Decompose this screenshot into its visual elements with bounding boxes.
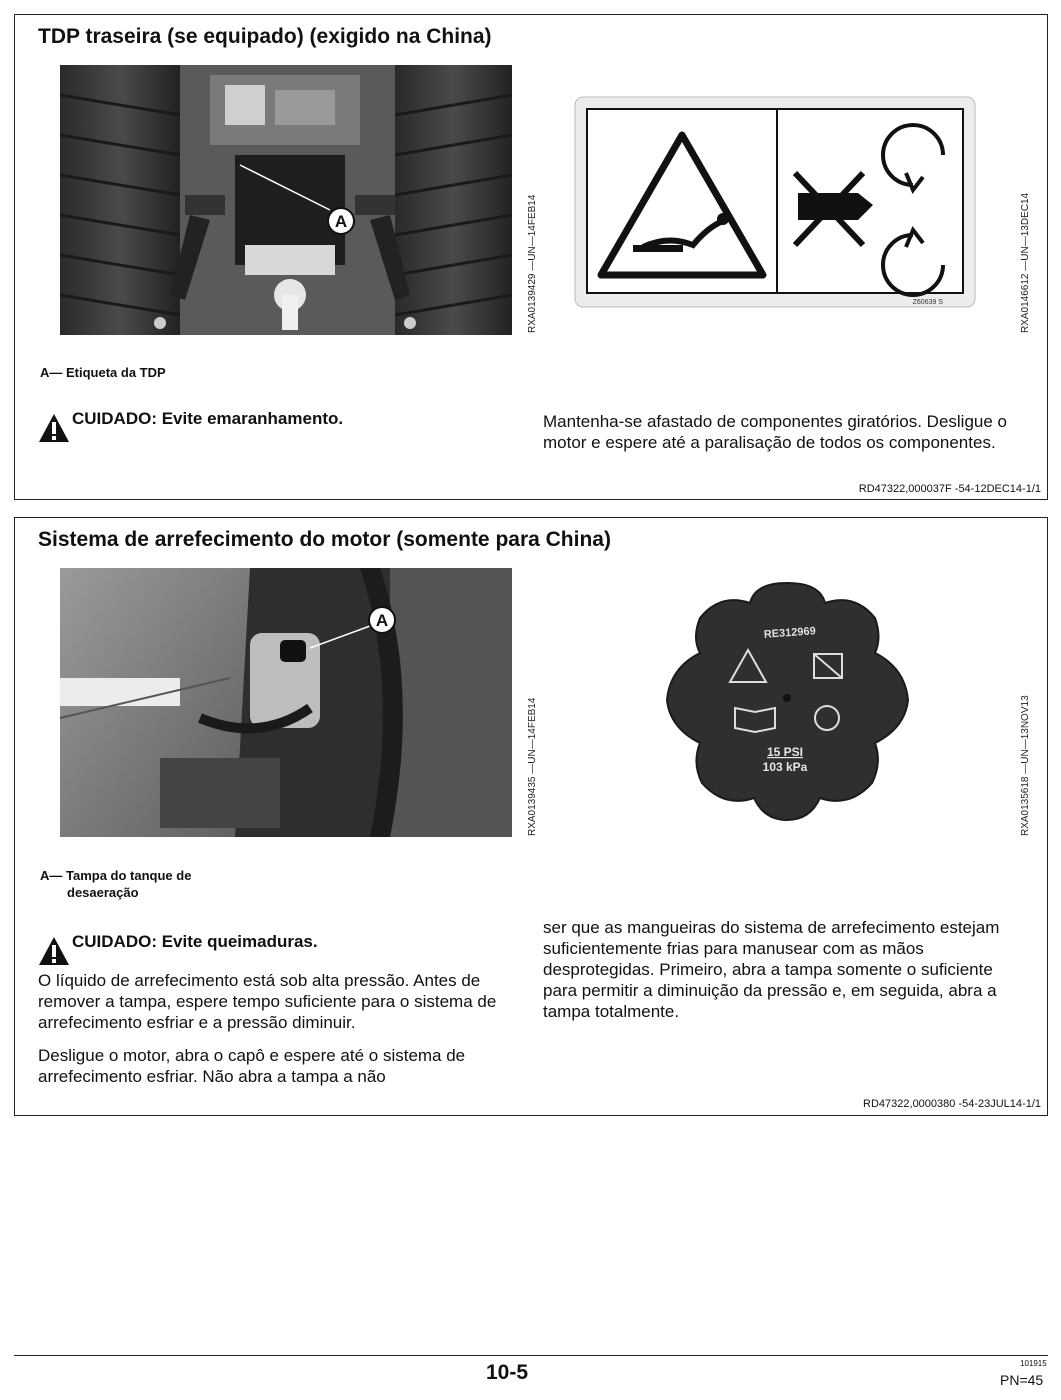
page-number: 10-5: [486, 1361, 529, 1384]
footer-rule: [14, 1355, 1048, 1356]
decal-number: Z60639 S: [912, 299, 943, 306]
cap-kpa: 103 kPa: [762, 760, 808, 774]
section-cooling-system: [14, 517, 1048, 1116]
caution-burns: [38, 932, 518, 966]
photo-callout-a: A: [334, 212, 348, 231]
legend-line-1: A— Tampa do tanque de: [40, 868, 192, 883]
pto-safety-decal: [573, 95, 977, 310]
section-title: TDP traseira (se equipado) (exigido na China): [38, 25, 492, 48]
warning-triangle-icon: [38, 936, 70, 966]
photo-callout-a: A: [375, 611, 389, 630]
pn-number: PN=45: [1000, 1372, 1044, 1388]
reference-code: RD47322,000037F -54-12DEC14-1/1: [858, 483, 1041, 495]
caution-text: CUIDADO: Evite queimaduras.: [72, 932, 318, 951]
coolant-tank-photo: [60, 568, 512, 837]
radiator-cap-image: [660, 578, 915, 823]
figure-legend: A— Etiqueta da TDP: [40, 365, 166, 380]
photo-code: RXA0139429 —UN—14FEB14: [527, 194, 538, 333]
cap-opening-text: ser que as mangueiras do sistema de arrefecimento estejam suficientemente frias para manusear com as mãos desprotegidas. Primeiro, abra a tampa somente o suficiente para permitir a diminuição da pressão e, em seguida, abra a tampa totalmente.: [543, 918, 1000, 1021]
caution-entanglement: [38, 409, 518, 443]
caution-text: CUIDADO: Evite emaranhamento.: [72, 409, 344, 428]
section-title: Sistema de arrefecimento do motor (somente para China): [38, 528, 611, 551]
section-rear-pto: [14, 14, 1048, 500]
cap-psi: 15 PSI: [766, 745, 804, 759]
warning-triangle-icon: [38, 413, 70, 443]
reference-code: RD47322,0000380 -54-23JUL14-1/1: [863, 1098, 1041, 1110]
legend-line-2: desaeração: [67, 885, 139, 900]
cap-code: RXA0135618 —UN—13NOV13: [1020, 695, 1031, 836]
cap-part-number: RE312969: [763, 625, 817, 641]
footer-code: 101915: [1020, 1359, 1047, 1368]
rear-pto-photo: [60, 65, 512, 335]
photo-code: RXA0139435 —UN—14FEB14: [527, 697, 538, 836]
figure-legend: [40, 867, 191, 901]
decal-code: RXA0146612 —UN—13DEC14: [1020, 192, 1031, 333]
engine-stop-text: Desligue o motor, abra o capô e espere até o sistema de arrefecimento esfriar. Não abra a tampa a não: [38, 1046, 466, 1086]
pto-instruction-text: Mantenha-se afastado de componentes giratórios. Desligue o motor e espere até a paralisação de todos os componentes.: [543, 412, 1008, 452]
coolant-pressure-text: O líquido de arrefecimento está sob alta pressão. Antes de remover a tampa, espere tempo suficiente para o sistema de arrefecimento esfriar e a pressão diminuir.: [38, 971, 497, 1032]
